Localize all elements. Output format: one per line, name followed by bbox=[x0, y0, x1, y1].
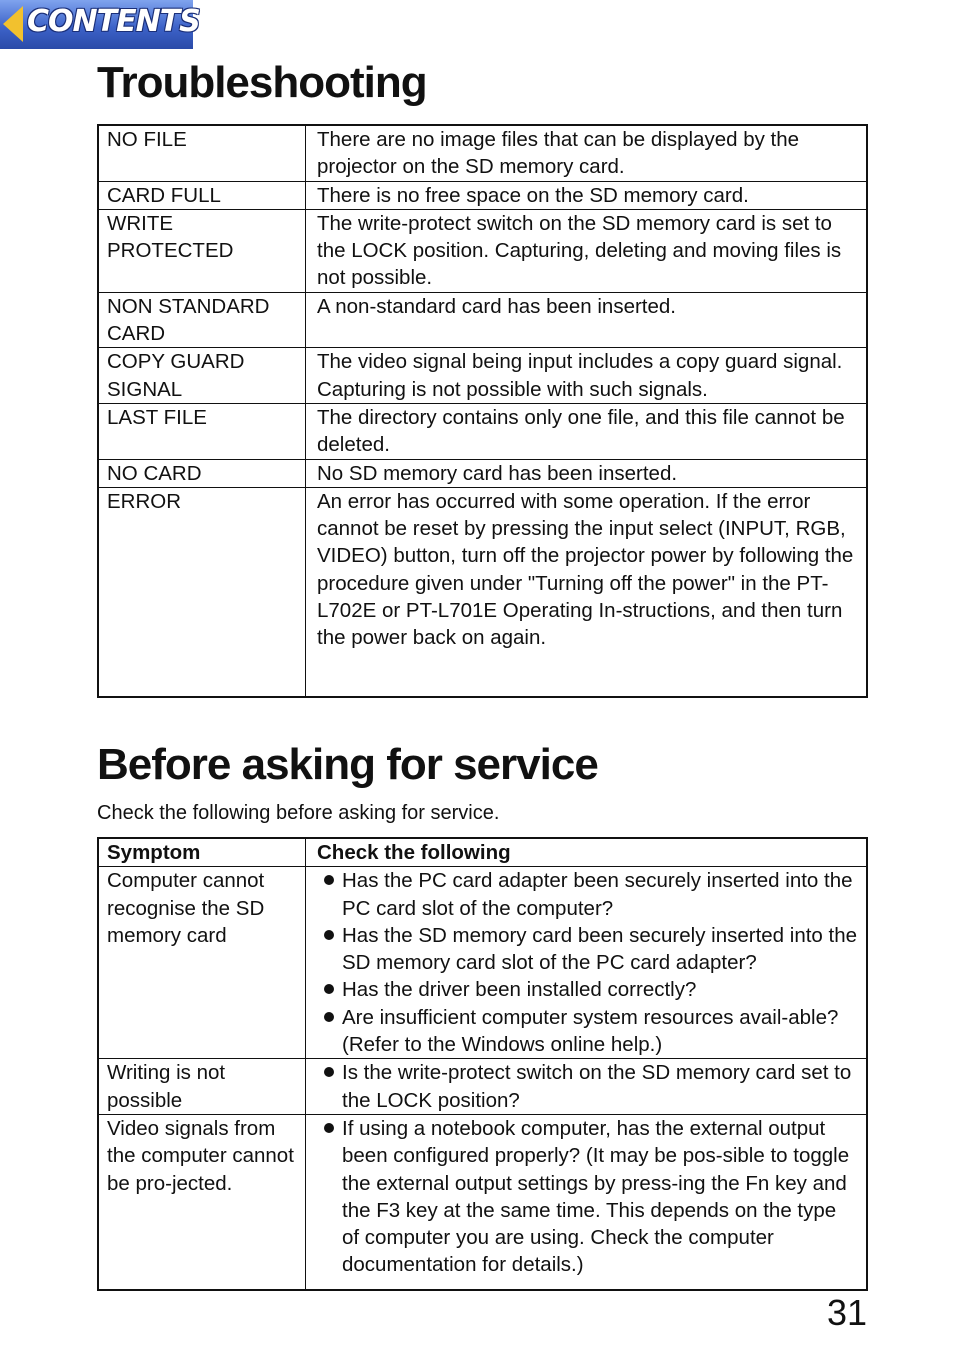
error-term: NO CARD bbox=[98, 459, 306, 487]
error-description: The video signal being input includes a copy guard signal. Capturing is not possible with such signals. bbox=[306, 348, 868, 404]
table-row bbox=[98, 209, 867, 292]
symptom-cell: Computer cannot recognise the SD memory card bbox=[98, 867, 306, 1059]
error-term: NON STANDARD CARD bbox=[98, 292, 306, 348]
check-item: Has the SD memory card been securely inserted into the SD memory card slot of the PC card adapter? bbox=[317, 922, 858, 977]
check-header: Check the following bbox=[306, 838, 868, 867]
check-list bbox=[317, 1059, 858, 1114]
contents-label: CONTENTS bbox=[27, 4, 200, 39]
check-cell bbox=[306, 1059, 868, 1115]
troubleshooting-title: Troubleshooting bbox=[97, 58, 427, 107]
table-row bbox=[98, 1059, 867, 1115]
error-description: The write-protect switch on the SD memory card is set to the LOCK position. Capturing, deleting and moving files is not possible. bbox=[306, 209, 868, 292]
table-header-row bbox=[98, 838, 867, 867]
service-table bbox=[97, 837, 868, 1291]
table-row bbox=[98, 487, 867, 697]
error-term: NO FILE bbox=[98, 125, 306, 181]
check-item: Has the PC card adapter been securely inserted into the PC card slot of the computer? bbox=[317, 867, 858, 922]
service-title: Before asking for service bbox=[97, 740, 598, 789]
table-row bbox=[98, 459, 867, 487]
error-description: An error has occurred with some operation. If the error cannot be reset by pressing the input select (INPUT, RGB, VIDEO) button, turn off the projector power by following the procedure given under "Turning off the power" in the PT-L702E or PT-L701E Operating In-structions, and then turn the power back on again. bbox=[306, 487, 868, 697]
check-list bbox=[317, 1115, 858, 1279]
check-item: Are insufficient computer system resources avail-able? (Refer to the Windows online help.) bbox=[317, 1004, 858, 1059]
table-row bbox=[98, 403, 867, 459]
table-row bbox=[98, 292, 867, 348]
page-number: 31 bbox=[827, 1292, 868, 1333]
symptom-header: Symptom bbox=[98, 838, 306, 867]
check-item: Has the driver been installed correctly? bbox=[317, 976, 858, 1003]
error-description: The directory contains only one file, and this file cannot be deleted. bbox=[306, 403, 868, 459]
symptom-cell: Video signals from the computer cannot be pro-jected. bbox=[98, 1114, 306, 1290]
contents-button[interactable] bbox=[0, 0, 200, 49]
error-description: There are no image files that can be displayed by the projector on the SD memory card. bbox=[306, 125, 868, 181]
check-list bbox=[317, 867, 858, 1058]
error-description: No SD memory card has been inserted. bbox=[306, 459, 868, 487]
table-row bbox=[98, 125, 867, 181]
error-term: CARD FULL bbox=[98, 181, 306, 209]
table-row bbox=[98, 867, 867, 1059]
error-description: A non-standard card has been inserted. bbox=[306, 292, 868, 348]
troubleshooting-table bbox=[97, 124, 868, 698]
check-cell bbox=[306, 1114, 868, 1290]
error-term: COPY GUARD SIGNAL bbox=[98, 348, 306, 404]
error-term: WRITE PROTECTED bbox=[98, 209, 306, 292]
table-row bbox=[98, 181, 867, 209]
error-description: There is no free space on the SD memory card. bbox=[306, 181, 868, 209]
error-term: ERROR bbox=[98, 487, 306, 697]
table-row bbox=[98, 348, 867, 404]
check-cell bbox=[306, 867, 868, 1059]
check-item: Is the write-protect switch on the SD memory card set to the LOCK position? bbox=[317, 1059, 858, 1114]
table-row bbox=[98, 1114, 867, 1290]
symptom-cell: Writing is not possible bbox=[98, 1059, 306, 1115]
check-item: If using a notebook computer, has the external output been configured properly? (It may be pos-sible to toggle the external output settings by press-ing the Fn key and the F3 key at the same time. This depends on the type of computer you are using. Check the computer documentation for details.) bbox=[317, 1115, 858, 1279]
error-term: LAST FILE bbox=[98, 403, 306, 459]
service-intro: Check the following before asking for service. bbox=[97, 802, 500, 824]
arrow-left-icon bbox=[3, 6, 23, 42]
